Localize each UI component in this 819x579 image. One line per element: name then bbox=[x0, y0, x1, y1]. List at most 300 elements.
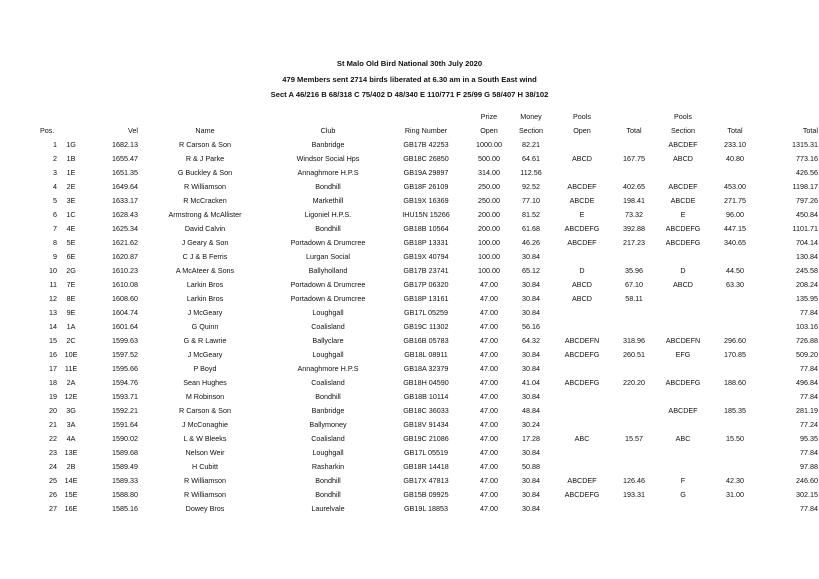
cell-prize-open: 314.00 bbox=[478, 168, 500, 177]
cell-pos: 27 bbox=[49, 504, 57, 513]
cell-section-pos: 2G bbox=[66, 266, 76, 275]
cell-prize-open: 47.00 bbox=[480, 364, 498, 373]
cell-ring-number: GB15B 09925 bbox=[403, 490, 449, 499]
cell-pos: 20 bbox=[49, 406, 57, 415]
cell-club: Bondhill bbox=[315, 476, 341, 485]
cell-name: M Robinson bbox=[185, 392, 225, 401]
header-top-vel bbox=[84, 110, 138, 124]
cell-ring-number: IHU15N 15266 bbox=[402, 210, 450, 219]
cell-pools-section-total: 447.15 bbox=[724, 224, 746, 233]
cell-pools-section: F bbox=[680, 476, 686, 485]
cell-pools-open bbox=[552, 404, 612, 418]
cell-pools-open-total bbox=[612, 362, 656, 376]
cell-pos: 10 bbox=[49, 266, 57, 275]
table-row bbox=[40, 348, 818, 362]
cell-pools-open: ABCDEFG bbox=[564, 490, 600, 499]
cell-total: 797.26 bbox=[796, 196, 818, 205]
cell-pos: 4 bbox=[53, 182, 57, 191]
cell-club: Annaghmore H.P.S bbox=[297, 364, 359, 373]
cell-pools-open-total: 220.20 bbox=[623, 378, 645, 387]
cell-pos: 18 bbox=[49, 378, 57, 387]
results-body bbox=[40, 138, 818, 516]
cell-total: 97.88 bbox=[800, 462, 818, 471]
cell-section-pos: 1C bbox=[66, 210, 76, 219]
cell-prize-open: 47.00 bbox=[480, 420, 498, 429]
cell-section-pos: 14E bbox=[64, 476, 78, 485]
document-title: St Malo Old Bird National 30th July 2020 bbox=[336, 59, 483, 68]
cell-pools-open-total: 15.57 bbox=[625, 434, 643, 443]
cell-pools-section-total bbox=[710, 292, 760, 306]
cell-pos: 12 bbox=[49, 294, 57, 303]
cell-club: Coalisland bbox=[311, 378, 345, 387]
table-row bbox=[40, 418, 818, 432]
cell-section-pos: 6E bbox=[66, 252, 76, 261]
cell-ring-number: GB18H 04590 bbox=[403, 378, 449, 387]
cell-prize-open: 47.00 bbox=[480, 336, 498, 345]
cell-total: 77.84 bbox=[800, 448, 818, 457]
cell-velocity: 1589.33 bbox=[112, 476, 138, 485]
header-open-2: Open bbox=[573, 126, 591, 135]
table-row bbox=[40, 334, 818, 348]
table-row bbox=[40, 432, 818, 446]
cell-pools-section-total bbox=[710, 502, 760, 516]
cell-pools-open: ABCD bbox=[572, 280, 592, 289]
cell-pools-open-total bbox=[612, 446, 656, 460]
cell-prize-open: 250.00 bbox=[478, 182, 500, 191]
cell-pools-open-total bbox=[612, 250, 656, 264]
cell-name: G Quinn bbox=[191, 322, 219, 331]
cell-velocity: 1592.21 bbox=[112, 406, 138, 415]
cell-ring-number: GB18L 08911 bbox=[404, 350, 448, 359]
cell-club: Banbridge bbox=[311, 406, 345, 415]
results-table bbox=[40, 110, 818, 516]
cell-pools-open-total bbox=[612, 460, 656, 474]
cell-pos: 24 bbox=[49, 462, 57, 471]
cell-money-section: 17.28 bbox=[522, 434, 540, 443]
cell-prize-open: 47.00 bbox=[480, 434, 498, 443]
cell-pools-section: ABCDEFG bbox=[665, 238, 701, 247]
cell-section-pos: 2C bbox=[66, 336, 76, 345]
cell-pools-section bbox=[656, 446, 710, 460]
cell-ring-number: GB17L 05259 bbox=[403, 308, 449, 317]
header-top-ring bbox=[384, 110, 468, 124]
cell-pools-open: ABC bbox=[574, 434, 590, 443]
cell-ring-number: GB18B 10564 bbox=[403, 224, 449, 233]
cell-pools-section: ABCD bbox=[673, 280, 693, 289]
cell-pools-section-total: 15.50 bbox=[726, 434, 744, 443]
cell-pools-open-total bbox=[612, 404, 656, 418]
cell-velocity: 1621.62 bbox=[112, 238, 138, 247]
cell-total: 77.84 bbox=[800, 308, 818, 317]
cell-pools-open: ABCDEF bbox=[567, 238, 597, 247]
cell-section-pos: 13E bbox=[64, 448, 78, 457]
cell-pools-open: ABCDEFN bbox=[564, 336, 600, 345]
cell-total: 77.84 bbox=[800, 504, 818, 513]
cell-pools-open-total bbox=[612, 390, 656, 404]
header-name: Name bbox=[195, 126, 215, 135]
table-row bbox=[40, 376, 818, 390]
cell-prize-open: 47.00 bbox=[480, 294, 498, 303]
cell-pos: 23 bbox=[49, 448, 57, 457]
cell-pools-section-total: 271.75 bbox=[724, 196, 746, 205]
cell-pools-open-total: 58.11 bbox=[625, 294, 643, 303]
cell-pools-section: G bbox=[680, 490, 686, 499]
cell-pools-open bbox=[552, 362, 612, 376]
cell-pools-section bbox=[656, 460, 710, 474]
cell-money-section: 112.56 bbox=[520, 168, 542, 177]
cell-velocity: 1599.63 bbox=[112, 336, 138, 345]
cell-pools-open bbox=[552, 390, 612, 404]
cell-velocity: 1649.64 bbox=[112, 182, 138, 191]
cell-ring-number: GB19L 18853 bbox=[403, 504, 449, 513]
cell-pos: 6 bbox=[53, 210, 57, 219]
cell-pools-open-total: 392.88 bbox=[623, 224, 645, 233]
cell-pools-open bbox=[552, 502, 612, 516]
cell-ring-number: GB19X 40794 bbox=[403, 252, 449, 261]
cell-section-pos: 3G bbox=[66, 406, 76, 415]
cell-club: Windsor Social Hps bbox=[296, 154, 360, 163]
cell-ring-number: GB18P 13331 bbox=[403, 238, 449, 247]
cell-velocity: 1589.68 bbox=[112, 448, 138, 457]
cell-pools-section bbox=[656, 362, 710, 376]
header-money: Money bbox=[520, 112, 542, 121]
cell-velocity: 1590.02 bbox=[112, 434, 138, 443]
cell-name: C J & B Ferris bbox=[182, 252, 228, 261]
cell-pools-open: E bbox=[579, 210, 585, 219]
cell-club: Portadown & Drumcree bbox=[290, 238, 366, 247]
cell-pools-section-total: 44.50 bbox=[726, 266, 744, 275]
cell-prize-open: 100.00 bbox=[478, 238, 500, 247]
header-top-total-2 bbox=[710, 110, 760, 124]
cell-money-section: 30.84 bbox=[522, 476, 540, 485]
table-row bbox=[40, 194, 818, 208]
cell-prize-open: 500.00 bbox=[478, 154, 500, 163]
cell-pools-open: D bbox=[579, 266, 585, 275]
cell-prize-open: 47.00 bbox=[480, 504, 498, 513]
cell-club: Coalisland bbox=[311, 434, 345, 443]
cell-ring-number: GB19A 29897 bbox=[403, 168, 449, 177]
cell-pos: 1 bbox=[53, 140, 57, 149]
cell-money-section: 77.10 bbox=[522, 196, 540, 205]
cell-prize-open: 47.00 bbox=[480, 322, 498, 331]
cell-section-pos: 7E bbox=[66, 280, 76, 289]
cell-money-section: 64.61 bbox=[522, 154, 540, 163]
cell-velocity: 1628.43 bbox=[112, 210, 138, 219]
cell-pools-section-total: 42.30 bbox=[726, 476, 744, 485]
section-summary: Sect A 46/216 B 68/318 C 75/402 D 48/340 E 110/771 F 25/99 G 58/407 H 38/102 bbox=[270, 90, 549, 99]
cell-club: Portadown & Drumcree bbox=[290, 280, 366, 289]
cell-pos: 16 bbox=[49, 350, 57, 359]
cell-velocity: 1655.47 bbox=[112, 154, 138, 163]
cell-section-pos: 12E bbox=[64, 392, 78, 401]
cell-ring-number: GB17B 42253 bbox=[403, 140, 449, 149]
cell-prize-open: 47.00 bbox=[480, 378, 498, 387]
cell-velocity: 1651.35 bbox=[112, 168, 138, 177]
cell-velocity: 1593.71 bbox=[112, 392, 138, 401]
cell-section-pos: 2B bbox=[66, 462, 76, 471]
header-top-pos bbox=[40, 110, 84, 124]
table-row bbox=[40, 292, 818, 306]
cell-prize-open: 47.00 bbox=[480, 462, 498, 471]
cell-velocity: 1585.16 bbox=[112, 504, 138, 513]
cell-pools-section bbox=[656, 418, 710, 432]
document-header bbox=[0, 56, 819, 103]
cell-velocity: 1608.60 bbox=[112, 294, 138, 303]
cell-pos: 2 bbox=[53, 154, 57, 163]
cell-pos: 3 bbox=[53, 168, 57, 177]
cell-prize-open: 47.00 bbox=[480, 406, 498, 415]
cell-name: G Buckley & Son bbox=[177, 168, 233, 177]
header-row-top bbox=[40, 110, 818, 124]
cell-pools-open-total bbox=[612, 418, 656, 432]
table-row bbox=[40, 138, 818, 152]
cell-total: 1315.31 bbox=[792, 140, 818, 149]
header-top-total-3 bbox=[760, 110, 818, 124]
header-pools-section: Pools bbox=[674, 112, 692, 121]
cell-pools-open bbox=[552, 418, 612, 432]
cell-pools-open-total: 167.75 bbox=[623, 154, 645, 163]
cell-club: Markethill bbox=[312, 196, 344, 205]
cell-pools-open-total: 73.32 bbox=[625, 210, 643, 219]
cell-ring-number: GB18C 36033 bbox=[403, 406, 449, 415]
cell-name: J McConaghie bbox=[182, 420, 228, 429]
cell-name: R Williamson bbox=[184, 476, 226, 485]
table-row bbox=[40, 236, 818, 250]
cell-pools-section: ABCDEF bbox=[668, 182, 698, 191]
cell-money-section: 30.84 bbox=[522, 364, 540, 373]
table-row bbox=[40, 152, 818, 166]
cell-section-pos: 3E bbox=[66, 196, 76, 205]
cell-pos: 21 bbox=[49, 420, 57, 429]
cell-ring-number: GB17P 06320 bbox=[403, 280, 449, 289]
cell-name: Larkin Bros bbox=[186, 280, 224, 289]
cell-pools-open-total: 193.31 bbox=[623, 490, 645, 499]
cell-money-section: 30.84 bbox=[522, 280, 540, 289]
cell-pools-open-total bbox=[612, 320, 656, 334]
cell-prize-open: 47.00 bbox=[480, 490, 498, 499]
cell-club: Bondhill bbox=[315, 224, 341, 233]
cell-pools-section-total: 188.60 bbox=[724, 378, 746, 387]
cell-velocity: 1625.34 bbox=[112, 224, 138, 233]
cell-club: Rasharkin bbox=[311, 462, 345, 471]
cell-pos: 7 bbox=[53, 224, 57, 233]
cell-pools-section-total: 296.60 bbox=[724, 336, 746, 345]
cell-ring-number: GB16B 05783 bbox=[403, 336, 449, 345]
cell-velocity: 1591.64 bbox=[112, 420, 138, 429]
header-section-2: Section bbox=[671, 126, 695, 135]
cell-velocity: 1594.76 bbox=[112, 378, 138, 387]
cell-section-pos: 4A bbox=[66, 434, 76, 443]
cell-ring-number: GB18C 26850 bbox=[403, 154, 449, 163]
cell-name: R Williamson bbox=[184, 490, 226, 499]
cell-club: Ballyclare bbox=[312, 336, 344, 345]
cell-name: Dowey Bros bbox=[185, 504, 225, 513]
cell-pools-open: ABCDEF bbox=[567, 476, 597, 485]
table-row bbox=[40, 446, 818, 460]
cell-ring-number: GB18B 10114 bbox=[403, 392, 449, 401]
cell-velocity: 1682.13 bbox=[112, 140, 138, 149]
cell-total: 509.20 bbox=[796, 350, 818, 359]
cell-ring-number: GB18R 14418 bbox=[403, 462, 449, 471]
cell-section-pos: 16E bbox=[64, 504, 78, 513]
cell-section-pos: 2A bbox=[66, 378, 76, 387]
cell-pos: 26 bbox=[49, 490, 57, 499]
cell-pos: 17 bbox=[49, 364, 57, 373]
cell-prize-open: 200.00 bbox=[478, 210, 500, 219]
header-top-name bbox=[138, 110, 272, 124]
cell-total: 245.58 bbox=[796, 266, 818, 275]
cell-name: J McGeary bbox=[187, 308, 223, 317]
cell-pools-open: ABCDE bbox=[569, 196, 595, 205]
table-row bbox=[40, 278, 818, 292]
cell-pools-open bbox=[552, 166, 612, 180]
cell-section-pos: 3A bbox=[66, 420, 76, 429]
cell-pools-section bbox=[656, 390, 710, 404]
cell-money-section: 65.12 bbox=[522, 266, 540, 275]
cell-money-section: 30.84 bbox=[522, 294, 540, 303]
cell-ring-number: GB18P 13161 bbox=[403, 294, 449, 303]
cell-pools-open-total bbox=[612, 502, 656, 516]
cell-pools-section: ABCDEFG bbox=[665, 378, 701, 387]
cell-total: 130.84 bbox=[796, 252, 818, 261]
cell-pools-open: ABCD bbox=[572, 294, 592, 303]
cell-name: R Williamson bbox=[184, 182, 226, 191]
header-section: Section bbox=[519, 126, 543, 135]
cell-ring-number: GB18V 91434 bbox=[403, 420, 449, 429]
cell-pos: 5 bbox=[53, 196, 57, 205]
cell-club: Loughgall bbox=[312, 308, 344, 317]
cell-ring-number: GB18A 32379 bbox=[403, 364, 449, 373]
cell-total: 1198.17 bbox=[792, 182, 818, 191]
cell-total: 450.84 bbox=[796, 210, 818, 219]
cell-velocity: 1589.49 bbox=[112, 462, 138, 471]
cell-pools-open: ABCD bbox=[572, 154, 592, 163]
header-top-total-1 bbox=[612, 110, 656, 124]
cell-club: Lurgan Social bbox=[306, 252, 350, 261]
cell-section-pos: 10E bbox=[64, 350, 78, 359]
header-section-total: Total bbox=[727, 126, 743, 135]
cell-pools-section-total bbox=[710, 418, 760, 432]
table-row bbox=[40, 320, 818, 334]
cell-club: Portadown & Drumcree bbox=[290, 294, 366, 303]
cell-pools-section-total: 340.65 bbox=[724, 238, 746, 247]
cell-prize-open: 100.00 bbox=[478, 266, 500, 275]
cell-total: 773.16 bbox=[796, 154, 818, 163]
header-row-bottom bbox=[40, 124, 818, 138]
cell-pools-section-total bbox=[710, 166, 760, 180]
header-pos: Pos. bbox=[40, 126, 55, 135]
cell-money-section: 64.32 bbox=[522, 336, 540, 345]
header-vel: Vel bbox=[128, 126, 138, 135]
header-top-club bbox=[272, 110, 384, 124]
cell-total: 302.15 bbox=[796, 490, 818, 499]
cell-section-pos: 1A bbox=[66, 322, 76, 331]
cell-velocity: 1601.64 bbox=[112, 322, 138, 331]
cell-money-section: 41.04 bbox=[522, 378, 540, 387]
cell-money-section: 30.84 bbox=[522, 392, 540, 401]
cell-pools-section bbox=[656, 250, 710, 264]
cell-club: Bondhill bbox=[315, 392, 341, 401]
cell-total: 77.84 bbox=[800, 364, 818, 373]
cell-pools-section-total: 185.35 bbox=[724, 406, 746, 415]
cell-pools-open-total: 35.96 bbox=[625, 266, 643, 275]
cell-pools-section-total: 31.00 bbox=[726, 490, 744, 499]
header-club: Club bbox=[320, 126, 336, 135]
cell-ring-number: GB19C 21086 bbox=[403, 434, 449, 443]
cell-total: 95.35 bbox=[800, 434, 818, 443]
cell-club: Loughgall bbox=[312, 448, 344, 457]
cell-prize-open: 250.00 bbox=[478, 196, 500, 205]
cell-club: Ballymoney bbox=[309, 420, 347, 429]
cell-name: David Calvin bbox=[184, 224, 226, 233]
cell-prize-open: 47.00 bbox=[480, 448, 498, 457]
cell-pools-section: E bbox=[680, 210, 686, 219]
cell-pools-open bbox=[552, 138, 612, 152]
cell-pools-open-total: 198.41 bbox=[623, 196, 645, 205]
cell-club: Loughgall bbox=[312, 350, 344, 359]
cell-pools-section: ABCDEF bbox=[668, 140, 698, 149]
cell-money-section: 56.16 bbox=[522, 322, 540, 331]
cell-velocity: 1610.08 bbox=[112, 280, 138, 289]
cell-section-pos: 5E bbox=[66, 238, 76, 247]
table-row bbox=[40, 404, 818, 418]
cell-total: 426.56 bbox=[796, 168, 818, 177]
race-summary: 479 Members sent 2714 birds liberated at 6.30 am in a South East wind bbox=[282, 74, 537, 84]
cell-pos: 19 bbox=[49, 392, 57, 401]
cell-section-pos: 15E bbox=[64, 490, 78, 499]
cell-club: Ballyholland bbox=[308, 266, 348, 275]
cell-total: 77.24 bbox=[800, 420, 818, 429]
cell-total: 281.19 bbox=[796, 406, 818, 415]
cell-pos: 25 bbox=[49, 476, 57, 485]
cell-pools-section: ABCDEF bbox=[668, 406, 698, 415]
cell-section-pos: 4E bbox=[66, 224, 76, 233]
cell-prize-open: 47.00 bbox=[480, 392, 498, 401]
table-row bbox=[40, 390, 818, 404]
cell-pools-section bbox=[656, 320, 710, 334]
cell-money-section: 30.84 bbox=[522, 490, 540, 499]
cell-prize-open: 47.00 bbox=[480, 476, 498, 485]
header-ring-number: Ring Number bbox=[404, 126, 448, 135]
cell-club: Bondhill bbox=[315, 182, 341, 191]
cell-pools-open bbox=[552, 446, 612, 460]
cell-section-pos: 2E bbox=[66, 182, 76, 191]
cell-club: Bondhill bbox=[315, 490, 341, 499]
cell-pools-section-total: 453.00 bbox=[724, 182, 746, 191]
cell-pools-section bbox=[656, 502, 710, 516]
cell-pools-section: EFG bbox=[675, 350, 691, 359]
cell-name: J McGeary bbox=[187, 350, 223, 359]
cell-name: R & J Parke bbox=[185, 154, 225, 163]
cell-total: 1101.71 bbox=[792, 224, 818, 233]
cell-club: Ligoniel H.P.S. bbox=[304, 210, 352, 219]
cell-pools-open: ABCDEF bbox=[567, 182, 597, 191]
cell-ring-number: GB17X 47813 bbox=[403, 476, 449, 485]
cell-name: Armstrong & McAllister bbox=[168, 210, 242, 219]
cell-section-pos: 9E bbox=[66, 308, 76, 317]
cell-pools-section-total bbox=[710, 306, 760, 320]
cell-velocity: 1588.80 bbox=[112, 490, 138, 499]
cell-prize-open: 47.00 bbox=[480, 350, 498, 359]
cell-pools-section-total bbox=[710, 460, 760, 474]
cell-pools-open-total: 126.46 bbox=[623, 476, 645, 485]
table-row bbox=[40, 208, 818, 222]
cell-pools-section bbox=[656, 306, 710, 320]
cell-pools-open-total: 318.96 bbox=[623, 336, 645, 345]
cell-pools-section bbox=[656, 292, 710, 306]
cell-pools-section-total: 170.85 bbox=[724, 350, 746, 359]
cell-name: L & W Bleeks bbox=[183, 434, 227, 443]
